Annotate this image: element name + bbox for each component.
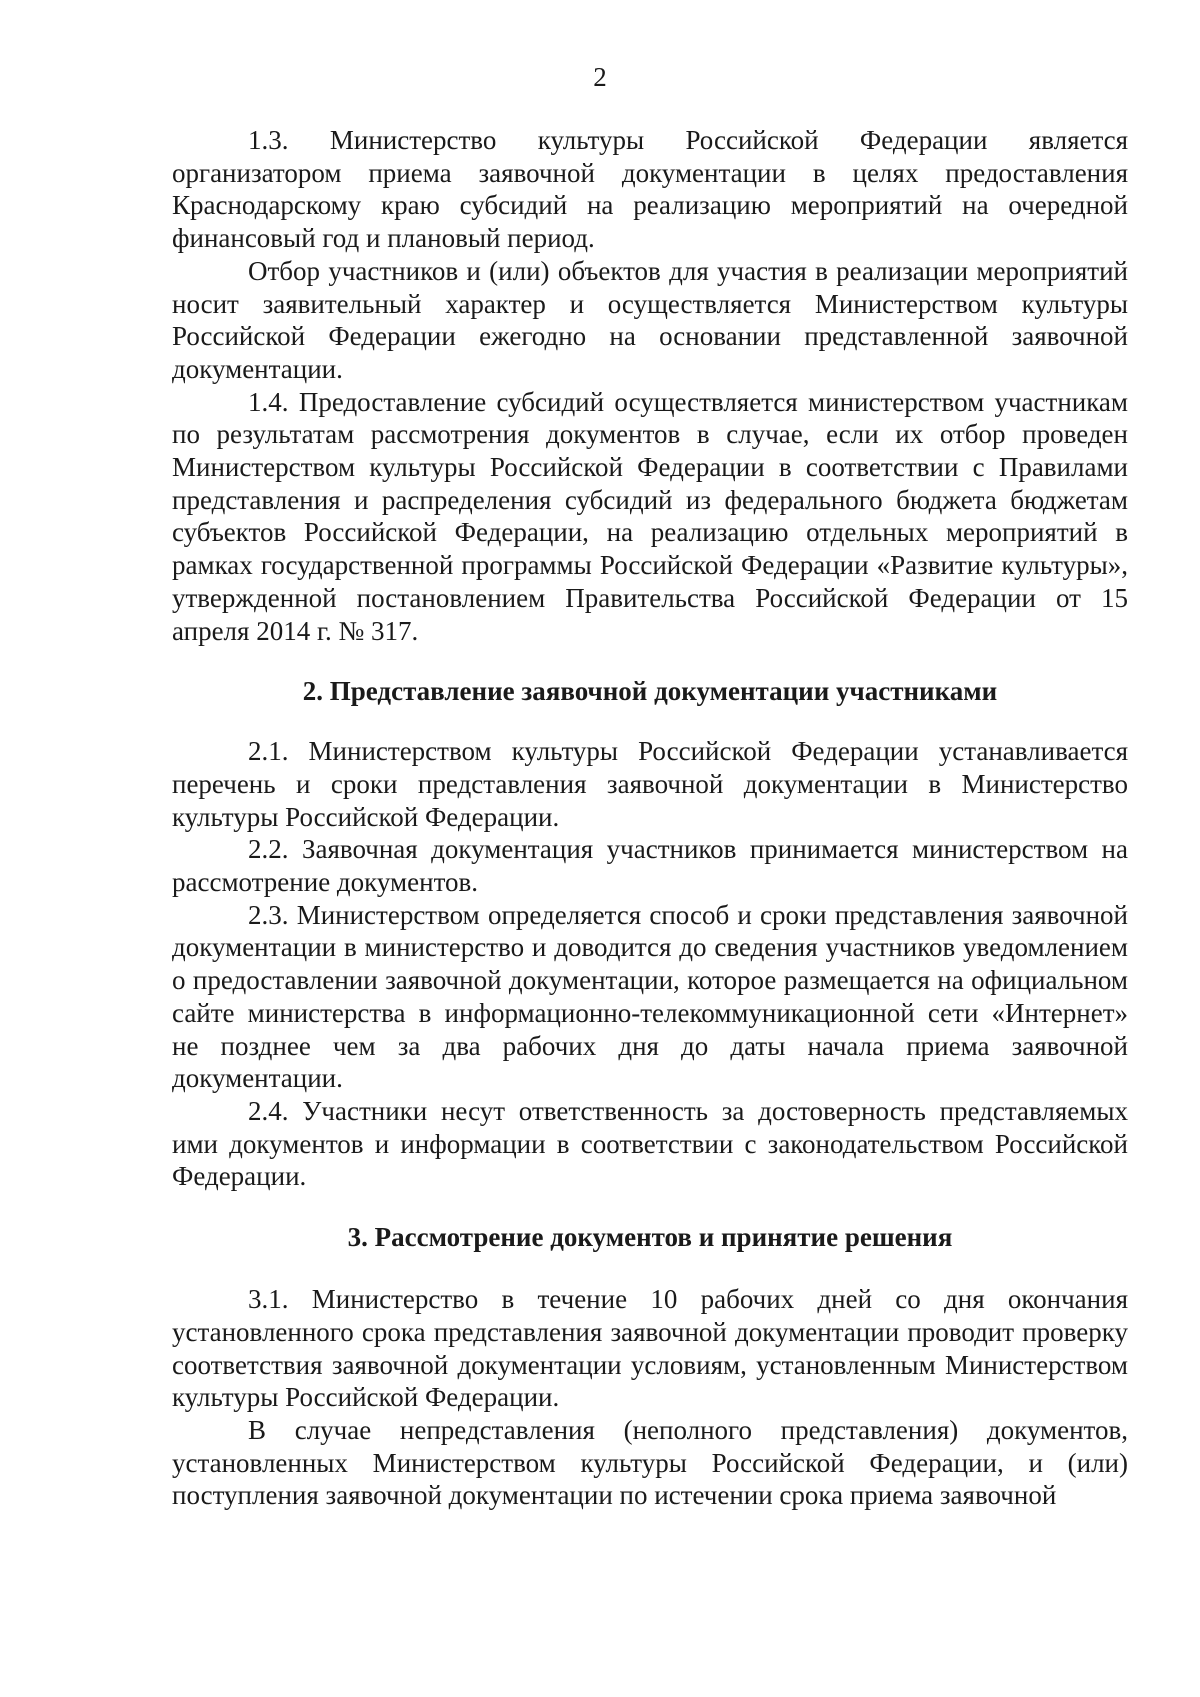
paragraph-1-3: 1.3. Министерство культуры Российской Федерации является организатором приема заявочной документации в целях предоставления Краснодарскому краю субсидий на реализацию мероприятий на очередной финансовый год и плановый период. bbox=[172, 125, 1128, 254]
paragraph-3-1: 3.1. Министерство в течение 10 рабочих дней со дня окончания установленного срока представления заявочной документации проводит проверку соответствия заявочной документации условиям, установленным Министерством культуры Российской Федерации. bbox=[172, 1284, 1128, 1413]
paragraph-selection: Отбор участников и (или) объектов для участия в реализации мероприятий носит заявительный характер и осуществляется Министерством культуры Российской Федерации ежегодно на основании представленной заявочной документации. bbox=[172, 255, 1128, 384]
paragraph-3-non-submission: В случае непредставления (неполного представления) документов, установленных Министерством культуры Российской Федерации, и (или) поступления заявочной документации по истечении срока приема заявочной bbox=[172, 1414, 1128, 1511]
paragraph-2-3: 2.3. Министерством определяется способ и сроки представления заявочной документации в министерство и доводится до сведения участников уведомлением о предоставлении заявочной документации, которое размещается на официальном сайте министерства в информационно-телекоммуникационной сети «Интернет» не позднее чем за два рабочих дня до даты начала приема заявочной документации. bbox=[172, 899, 1128, 1094]
paragraph-2-1: 2.1. Министерством культуры Российской Федерации устанавливается перечень и сроки представления заявочной документации в Министерство культуры Российской Федерации. bbox=[172, 736, 1128, 832]
paragraph-1-4: 1.4. Предоставление субсидий осуществляется министерством участникам по результатам рассмотрения документов в случае, если их отбор проведен Министерством культуры Российской Федерации в соответствии с Правилами представления и распределения субсидий из федерального бюджета бюджетам субъектов Российской Федерации, на реализацию отдельных мероприятий в рамках государственной программы Российской Федерации «Развитие культуры», утвержденной постановлением Правительства Российской Федерации от 15 апреля 2014 г. № 317. bbox=[172, 386, 1128, 646]
paragraph-2-4: 2.4. Участники несут ответственность за достоверность представляемых ими документов и информации в соответствии с законодательством Российской Федерации. bbox=[172, 1095, 1128, 1192]
section-3-heading: 3. Рассмотрение документов и принятие решения bbox=[347, 1222, 953, 1253]
section-2-heading: 2. Представление заявочной документации участниками bbox=[302, 676, 998, 707]
page-number: 2 bbox=[593, 62, 607, 92]
document-body bbox=[172, 124, 1128, 1512]
paragraph-2-2: 2.2. Заявочная документация участников принимается министерством на рассмотрение документов. bbox=[172, 834, 1128, 898]
